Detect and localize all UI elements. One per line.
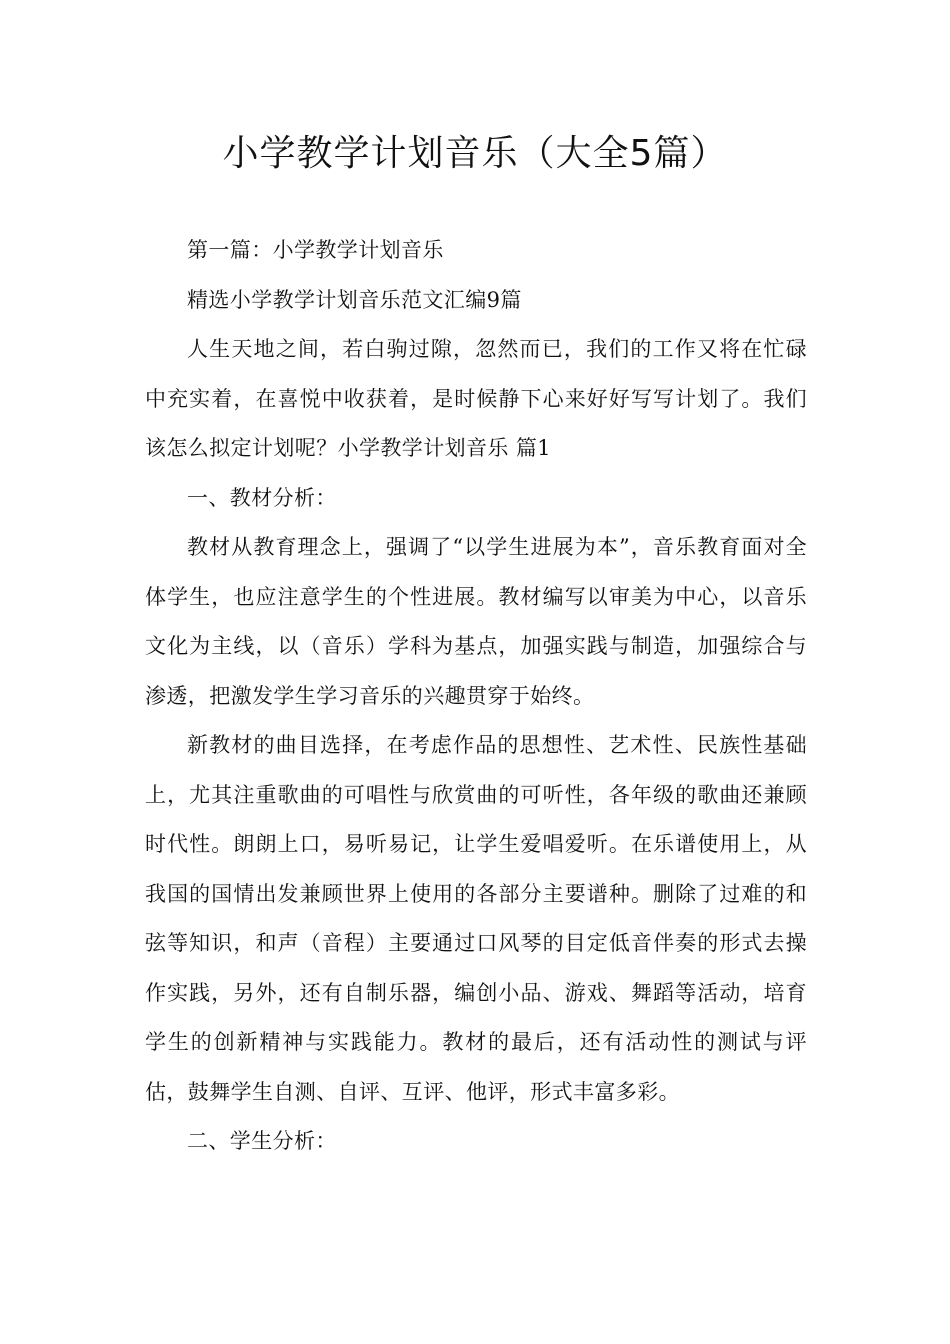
paragraph-subtitle: 精选小学教学计划音乐范文汇编9篇	[187, 287, 522, 312]
section-heading-materials: 一、教材分析：	[187, 485, 337, 510]
section-heading-students: 二、学生分析：	[187, 1129, 337, 1153]
document-body	[145, 226, 807, 1167]
paragraph-materials-2: 新教材的曲目选择，在考虑作品的思想性、艺术性、民族性基础上，尤其注重歌曲的可唱性与欣赏曲的可听性，各年级的歌曲还兼顾时代性。朗朗上口，易听易记，让学生爱唱爱听。在乐谱使用上，从我国的国情出发兼顾世界上使用的各部分主要谱种。删除了过难的和弦等知识，和声（音程）主要通过口风琴的目定低音伴奏的形式去操作实践，另外，还有自制乐器，编创小品、游戏、舞蹈等活动，培育学生的创新精神与实践能力。教材的最后，还有活动性的测试与评估，鼓舞学生自测、自评、互评、他评，形式丰富多彩。	[145, 733, 807, 1104]
paragraph-intro: 人生天地之间，若白驹过隙，忽然而已，我们的工作又将在忙碌中充实着，在喜悦中收获着，是时候静下心来好好写写计划了。我们该怎么拟定计划呢？小学教学计划音乐 篇1	[145, 337, 807, 460]
paragraph-materials-1: 教材从教育理念上，强调了“以学生进展为本”，音乐教育面对全体学生，也应注意学生的个性进展。教材编写以审美为中心，以音乐文化为主线，以（音乐）学科为基点，加强实践与制造，加强综合与渗透，把激发学生学习音乐的兴趣贯穿于始终。	[145, 535, 807, 708]
document-title: 小学教学计划音乐（大全5篇）	[222, 133, 728, 174]
paragraph-chapter-heading: 第一篇：小学教学计划音乐	[187, 238, 444, 262]
